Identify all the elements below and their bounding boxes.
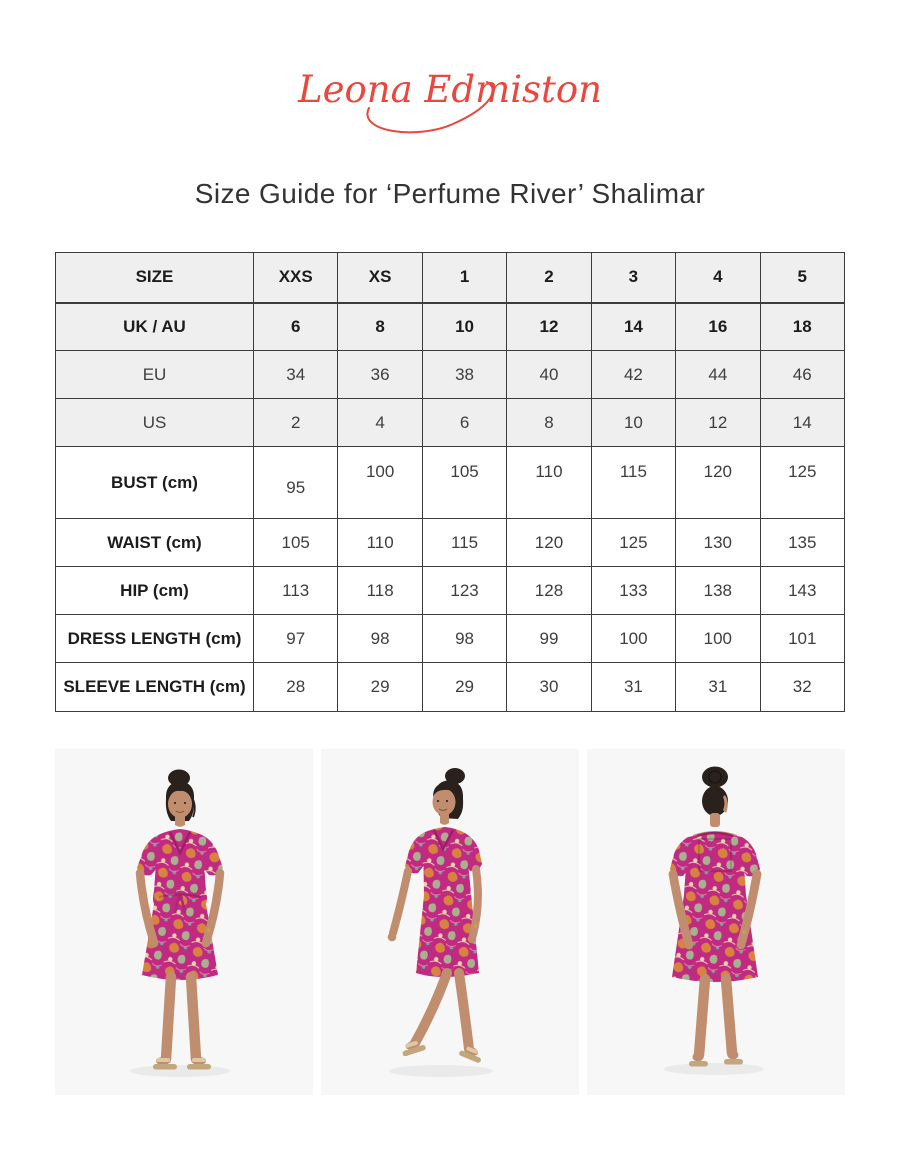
table-row-size: [56, 253, 845, 303]
bracelet: [742, 930, 745, 933]
brand-logo-text: Leona Edmiston: [298, 68, 602, 111]
measurement-cell: 110: [507, 447, 591, 519]
measurement-cell: 115: [422, 519, 506, 567]
measurement-cell: 123: [422, 567, 506, 615]
floor-shadow: [664, 1063, 764, 1075]
row-label-eu: EU: [56, 351, 254, 399]
table-row-dress-length: [56, 615, 845, 663]
size-cell: 10: [591, 399, 675, 447]
right-hand: [737, 941, 746, 950]
left-hand: [685, 941, 694, 950]
measurement-cell: 128: [507, 567, 591, 615]
dress: [137, 829, 223, 980]
legs: [415, 973, 469, 1049]
table-row-us: [56, 399, 845, 447]
size-cell: 10: [422, 303, 506, 351]
size-cell: 16: [676, 303, 760, 351]
model-side-illustration: [321, 749, 579, 1095]
measurement-cell: 28: [254, 663, 338, 712]
row-label-sleeve-length: SLEEVE LENGTH (cm): [56, 663, 254, 712]
measurement-cell: 100: [591, 615, 675, 663]
row-label-waist: WAIST (cm): [56, 519, 254, 567]
measurement-cell: 133: [591, 567, 675, 615]
neck: [175, 816, 185, 827]
rear-hand: [468, 935, 477, 944]
size-cell: 46: [760, 351, 844, 399]
measurement-cell: 99: [507, 615, 591, 663]
size-cell: 42: [591, 351, 675, 399]
size-cell: 6: [254, 303, 338, 351]
measurement-cell: 125: [591, 519, 675, 567]
size-cell: 40: [507, 351, 591, 399]
product-photo-front: [55, 749, 313, 1095]
measurement-cell: 143: [760, 567, 844, 615]
size-cell: 2: [254, 399, 338, 447]
model-back-illustration: [587, 749, 845, 1095]
size-cell: 2: [507, 253, 591, 303]
table-row-uk-au: [56, 303, 845, 351]
measurement-cell: 101: [760, 615, 844, 663]
row-label-dress-length: DRESS LENGTH (cm): [56, 615, 254, 663]
size-cell: 8: [338, 303, 422, 351]
size-cell: 34: [254, 351, 338, 399]
measurement-cell: 120: [676, 447, 760, 519]
bracelet: [474, 924, 477, 927]
legs: [699, 979, 732, 1055]
size-cell: 12: [676, 399, 760, 447]
dress: [405, 827, 482, 977]
table-row-eu: [56, 351, 845, 399]
table-row-waist: [56, 519, 845, 567]
floor-shadow: [130, 1065, 230, 1077]
hair-bun: [168, 770, 190, 787]
hair-bun: [702, 767, 728, 788]
size-chart-table: [55, 252, 845, 712]
row-label-uk-au: UK / AU: [56, 303, 254, 351]
row-label-hip: HIP (cm): [56, 567, 254, 615]
size-cell: 18: [760, 303, 844, 351]
hair-bun: [445, 768, 465, 784]
measurement-cell: 31: [676, 663, 760, 712]
size-cell: 14: [591, 303, 675, 351]
row-label-us: US: [56, 399, 254, 447]
size-cell: 44: [676, 351, 760, 399]
measurement-cell: 115: [591, 447, 675, 519]
measurement-cell: 95: [254, 447, 338, 519]
measurement-cell: 113: [254, 567, 338, 615]
row-label-bust: BUST (cm): [56, 447, 254, 519]
row-label-size: SIZE: [56, 253, 254, 303]
measurement-cell: 125: [760, 447, 844, 519]
measurement-cell: 100: [338, 447, 422, 519]
measurement-cell: 98: [338, 615, 422, 663]
neck: [440, 814, 449, 825]
size-cell: 14: [760, 399, 844, 447]
measurement-cell: 110: [338, 519, 422, 567]
floor-shadow: [389, 1065, 493, 1077]
measurement-cell: 120: [507, 519, 591, 567]
measurement-cell: 97: [254, 615, 338, 663]
measurement-cell: 138: [676, 567, 760, 615]
measurement-cell: 105: [254, 519, 338, 567]
hair: [702, 767, 728, 817]
table-row-hip: [56, 567, 845, 615]
size-cell: XS: [338, 253, 422, 303]
front-hand: [388, 933, 397, 942]
product-photo-side: [321, 749, 579, 1095]
product-photos-row: [55, 749, 845, 1095]
size-cell: 12: [507, 303, 591, 351]
measurement-cell: 130: [676, 519, 760, 567]
measurement-cell: 118: [338, 567, 422, 615]
size-cell: 3: [591, 253, 675, 303]
right-hand: [202, 939, 211, 948]
measurement-cell: 98: [422, 615, 506, 663]
measurement-cell: 29: [422, 663, 506, 712]
size-cell: 1: [422, 253, 506, 303]
legs: [166, 977, 196, 1059]
measurement-cell: 29: [338, 663, 422, 712]
measurement-cell: 32: [760, 663, 844, 712]
size-cell: XXS: [254, 253, 338, 303]
measurement-cell: 105: [422, 447, 506, 519]
table-row-bust: [56, 447, 845, 519]
measurement-cell: 135: [760, 519, 844, 567]
measurement-cell: 100: [676, 615, 760, 663]
model-front-illustration: [55, 749, 313, 1095]
brand-logo: [295, 46, 605, 148]
page-header: [0, 0, 900, 210]
size-cell: 6: [422, 399, 506, 447]
measurement-cell: 30: [507, 663, 591, 712]
size-cell: 8: [507, 399, 591, 447]
size-cell: 5: [760, 253, 844, 303]
page-title: Size Guide for ‘Perfume River’ Shalimar: [194, 178, 706, 209]
size-cell: 38: [422, 351, 506, 399]
size-cell: 36: [338, 351, 422, 399]
size-cell: 4: [338, 399, 422, 447]
neck: [710, 813, 720, 827]
table-row-sleeve-length: [56, 663, 845, 712]
size-cell: 4: [676, 253, 760, 303]
left-hand: [150, 939, 159, 948]
product-photo-back: [587, 749, 845, 1095]
bracelet: [207, 928, 210, 931]
measurement-cell: 31: [591, 663, 675, 712]
